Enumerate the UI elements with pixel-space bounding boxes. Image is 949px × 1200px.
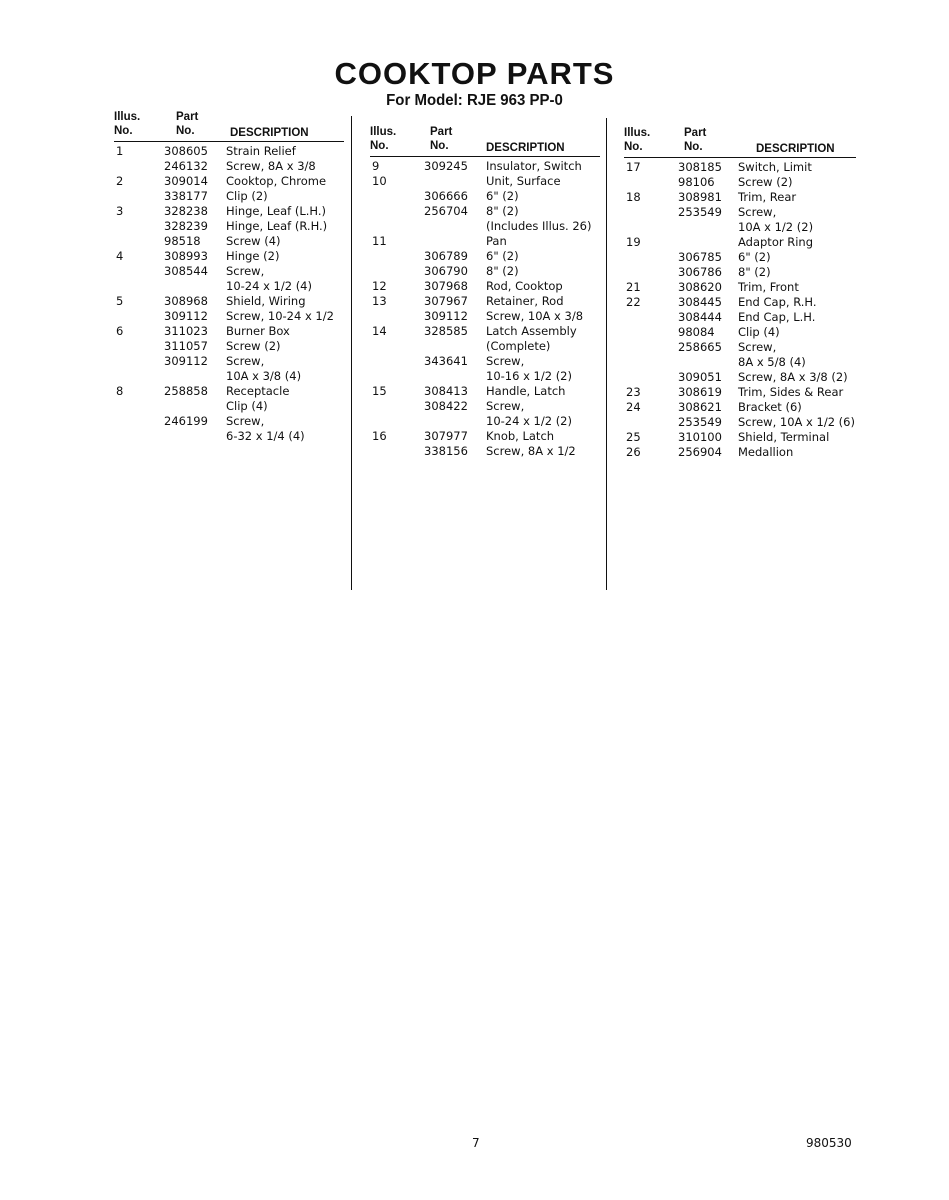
- part-description: Handle, Latch: [486, 384, 566, 398]
- part-description: Screw, 8A x 3/8: [226, 159, 316, 173]
- table-row: [624, 265, 860, 280]
- header-illus: [624, 126, 650, 154]
- part-description: Screw,: [486, 399, 525, 413]
- part-description: Strain Relief: [226, 144, 296, 158]
- part-number: 308413: [424, 384, 468, 398]
- illus-number: 25: [626, 430, 641, 444]
- part-number: 308621: [678, 400, 722, 414]
- table-row: [114, 309, 346, 324]
- illus-number: 23: [626, 385, 641, 399]
- part-number: 308620: [678, 280, 722, 294]
- header-rule: [370, 156, 600, 157]
- part-description: 8" (2): [738, 265, 771, 279]
- table-row: [624, 190, 860, 205]
- part-number: 246199: [164, 414, 208, 428]
- part-description: 6" (2): [486, 249, 519, 263]
- page-title: COOKTOP PARTS: [334, 56, 615, 91]
- part-number: 308185: [678, 160, 722, 174]
- table-row: [114, 399, 346, 414]
- table-row: [370, 204, 602, 219]
- header-part-line1: Part: [684, 127, 707, 139]
- table-row: [114, 369, 346, 384]
- illus-number: 11: [372, 234, 387, 248]
- table-row: [370, 444, 602, 459]
- part-description: Clip (4): [738, 325, 780, 339]
- table-row: [624, 250, 860, 265]
- illus-number: 18: [626, 190, 641, 204]
- part-number: 309014: [164, 174, 208, 188]
- table-row: [114, 249, 346, 264]
- part-description: 6" (2): [738, 250, 771, 264]
- part-description: Screw (2): [738, 175, 793, 189]
- header-illus-line2: No.: [114, 125, 133, 137]
- header-illus: [114, 110, 140, 138]
- page-number: 7: [472, 1136, 480, 1150]
- part-number: 307977: [424, 429, 468, 443]
- part-number: 343641: [424, 354, 468, 368]
- illus-number: 15: [372, 384, 387, 398]
- table-row: [624, 295, 860, 310]
- illus-number: 10: [372, 174, 387, 188]
- illus-number: 19: [626, 235, 641, 249]
- part-number: 308444: [678, 310, 722, 324]
- parts-column-3: [624, 126, 860, 486]
- header-part: [176, 110, 198, 138]
- table-row: [114, 174, 346, 189]
- table-row: [370, 399, 602, 414]
- part-description: Screw,: [226, 414, 265, 428]
- part-number: 308619: [678, 385, 722, 399]
- table-row: [370, 249, 602, 264]
- part-description: Switch, Limit: [738, 160, 812, 174]
- part-number: 328238: [164, 204, 208, 218]
- header-part: [430, 125, 452, 153]
- table-row: [370, 384, 602, 399]
- part-number: 256904: [678, 445, 722, 459]
- part-number: 98106: [678, 175, 715, 189]
- illus-number: 3: [116, 204, 124, 218]
- part-description: Pan: [486, 234, 507, 248]
- part-number: 253549: [678, 415, 722, 429]
- part-number: 311023: [164, 324, 208, 338]
- table-row: [114, 189, 346, 204]
- table-row: [370, 234, 602, 249]
- part-number: 256704: [424, 204, 468, 218]
- header-illus: [370, 125, 396, 153]
- table-row: [370, 189, 602, 204]
- part-description: Hinge, Leaf (R.H.): [226, 219, 328, 233]
- part-description: Screw,: [226, 354, 265, 368]
- part-description: Screw (2): [226, 339, 281, 353]
- part-description: Screw, 10-24 x 1/2: [226, 309, 334, 323]
- part-description: Hinge, Leaf (L.H.): [226, 204, 326, 218]
- header-illus-line1: Illus.: [370, 126, 397, 138]
- table-row: [370, 294, 602, 309]
- part-description: Trim, Front: [738, 280, 799, 294]
- part-number: 311057: [164, 339, 208, 353]
- part-number: 309245: [424, 159, 468, 173]
- table-row: [624, 160, 860, 175]
- table-row: [370, 429, 602, 444]
- header-part-line2: No.: [684, 141, 703, 153]
- part-number: 307968: [424, 279, 468, 293]
- part-description: 10-24 x 1/2 (4): [226, 279, 312, 293]
- table-row: [624, 235, 860, 250]
- table-row: [624, 175, 860, 190]
- part-description: Screw,: [226, 264, 265, 278]
- part-description: Unit, Surface: [486, 174, 561, 188]
- illus-number: 12: [372, 279, 387, 293]
- part-description: Medallion: [738, 445, 794, 459]
- part-number: 306786: [678, 265, 722, 279]
- part-description: Screw, 8A x 1/2: [486, 444, 576, 458]
- table-row: [114, 414, 346, 429]
- header-illus-line1: Illus.: [114, 111, 141, 123]
- table-row: [624, 280, 860, 295]
- illus-number: 5: [116, 294, 124, 308]
- parts-column-1: [114, 110, 346, 490]
- table-row: [114, 324, 346, 339]
- part-number: 306785: [678, 250, 722, 264]
- part-number: 308993: [164, 249, 208, 263]
- table-row: [624, 445, 860, 460]
- table-row: [624, 205, 860, 220]
- illus-number: 17: [626, 160, 641, 174]
- part-description: 10A x 1/2 (2): [738, 220, 814, 234]
- part-number: 306789: [424, 249, 468, 263]
- header-part-line1: Part: [430, 126, 453, 138]
- part-number: 308981: [678, 190, 722, 204]
- illus-number: 26: [626, 445, 641, 459]
- part-description: 10-16 x 1/2 (2): [486, 369, 572, 383]
- part-number: 98084: [678, 325, 715, 339]
- table-row: [114, 279, 346, 294]
- table-row: [370, 309, 602, 324]
- header-illus-line1: Illus.: [624, 127, 651, 139]
- part-description: Burner Box: [226, 324, 290, 338]
- part-number: 307967: [424, 294, 468, 308]
- table-row: [370, 279, 602, 294]
- part-description: (Complete): [486, 339, 551, 353]
- part-description: Screw, 8A x 3/8 (2): [738, 370, 848, 384]
- part-number: 338177: [164, 189, 208, 203]
- part-number: 309112: [164, 309, 208, 323]
- header-part-line2: No.: [176, 125, 195, 137]
- table-row: [114, 144, 346, 159]
- part-description: Screw,: [738, 205, 777, 219]
- table-row: [114, 429, 346, 444]
- illus-number: 2: [116, 174, 124, 188]
- table-row: [114, 354, 346, 369]
- header-part-line1: Part: [176, 111, 199, 123]
- part-description: Latch Assembly: [486, 324, 577, 338]
- part-description: Clip (4): [226, 399, 268, 413]
- table-row: [624, 430, 860, 445]
- part-number: 308422: [424, 399, 468, 413]
- illus-number: 4: [116, 249, 124, 263]
- part-number: 98518: [164, 234, 201, 248]
- part-number: 308544: [164, 264, 208, 278]
- illus-number: 24: [626, 400, 641, 414]
- part-description: Shield, Terminal: [738, 430, 830, 444]
- part-description: 6-32 x 1/4 (4): [226, 429, 305, 443]
- part-description: Screw, 10A x 1/2 (6): [738, 415, 855, 429]
- part-number: 338156: [424, 444, 468, 458]
- table-row: [624, 385, 860, 400]
- part-description: Shield, Wiring: [226, 294, 306, 308]
- table-row: [370, 324, 602, 339]
- part-number: 310100: [678, 430, 722, 444]
- part-number: 309112: [424, 309, 468, 323]
- table-row: [624, 310, 860, 325]
- part-description: Trim, Rear: [738, 190, 797, 204]
- column-divider-1: [351, 116, 352, 590]
- part-description: Trim, Sides & Rear: [738, 385, 844, 399]
- table-row: [114, 339, 346, 354]
- part-description: Retainer, Rod: [486, 294, 564, 308]
- header-rule: [624, 157, 856, 158]
- part-number: 308605: [164, 144, 208, 158]
- table-row: [370, 174, 602, 189]
- part-number: 308445: [678, 295, 722, 309]
- header-part-line2: No.: [430, 140, 449, 152]
- column-divider-2: [606, 118, 607, 590]
- illus-number: 16: [372, 429, 387, 443]
- part-description: Screw, 10A x 3/8: [486, 309, 584, 323]
- part-description: 10-24 x 1/2 (2): [486, 414, 572, 428]
- part-description: Insulator, Switch: [486, 159, 582, 173]
- table-row: [114, 234, 346, 249]
- part-description: Receptacle: [226, 384, 290, 398]
- illus-number: 9: [372, 159, 380, 173]
- part-number: 258858: [164, 384, 208, 398]
- illus-number: 13: [372, 294, 387, 308]
- part-description: Hinge (2): [226, 249, 280, 263]
- part-description: Screw,: [738, 340, 777, 354]
- table-row: [624, 400, 860, 415]
- header-description: DESCRIPTION: [486, 142, 565, 154]
- document-code: 980530: [806, 1136, 852, 1150]
- table-row: [624, 370, 860, 385]
- header-illus-line2: No.: [370, 140, 389, 152]
- header-description: DESCRIPTION: [756, 143, 835, 155]
- part-description: End Cap, L.H.: [738, 310, 816, 324]
- table-row: [114, 264, 346, 279]
- illus-number: 1: [116, 144, 124, 158]
- part-number: 306666: [424, 189, 468, 203]
- table-row: [624, 220, 860, 235]
- part-number: 309112: [164, 354, 208, 368]
- part-number: 246132: [164, 159, 208, 173]
- table-row: [370, 159, 602, 174]
- part-description: Rod, Cooktop: [486, 279, 563, 293]
- part-description: Adaptor Ring: [738, 235, 814, 249]
- part-number: 309051: [678, 370, 722, 384]
- header-rule: [114, 141, 344, 142]
- illus-number: 6: [116, 324, 124, 338]
- table-row: [624, 415, 860, 430]
- table-row: [370, 354, 602, 369]
- part-description: 8" (2): [486, 264, 519, 278]
- part-description: Screw (4): [226, 234, 281, 248]
- illus-number: 14: [372, 324, 387, 338]
- part-number: 306790: [424, 264, 468, 278]
- illus-number: 21: [626, 280, 641, 294]
- table-row: [370, 264, 602, 279]
- part-number: 258665: [678, 340, 722, 354]
- parts-column-2: [370, 125, 602, 485]
- table-row: [114, 219, 346, 234]
- part-number: 253549: [678, 205, 722, 219]
- illus-number: 8: [116, 384, 124, 398]
- table-row: [624, 340, 860, 355]
- header-description: DESCRIPTION: [230, 127, 309, 139]
- part-description: 10A x 3/8 (4): [226, 369, 302, 383]
- part-description: 6" (2): [486, 189, 519, 203]
- header-part: [684, 126, 706, 154]
- table-row: [114, 204, 346, 219]
- table-row: [370, 339, 602, 354]
- part-description: Knob, Latch: [486, 429, 555, 443]
- part-description: Cooktop, Chrome: [226, 174, 327, 188]
- part-description: (Includes Illus. 26): [486, 219, 592, 233]
- table-row: [114, 294, 346, 309]
- part-description: Screw,: [486, 354, 525, 368]
- table-row: [370, 414, 602, 429]
- illus-number: 22: [626, 295, 641, 309]
- part-description: End Cap, R.H.: [738, 295, 817, 309]
- table-row: [370, 219, 602, 234]
- part-description: 8A x 5/8 (4): [738, 355, 806, 369]
- part-description: 8" (2): [486, 204, 519, 218]
- table-row: [624, 325, 860, 340]
- table-row: [624, 355, 860, 370]
- part-description: Clip (2): [226, 189, 268, 203]
- page-subtitle: For Model: RJE 963 PP-0: [386, 91, 563, 110]
- part-number: 328239: [164, 219, 208, 233]
- table-row: [370, 369, 602, 384]
- table-row: [114, 159, 346, 174]
- part-number: 328585: [424, 324, 468, 338]
- part-description: Bracket (6): [738, 400, 802, 414]
- part-number: 308968: [164, 294, 208, 308]
- table-row: [114, 384, 346, 399]
- header-illus-line2: No.: [624, 141, 643, 153]
